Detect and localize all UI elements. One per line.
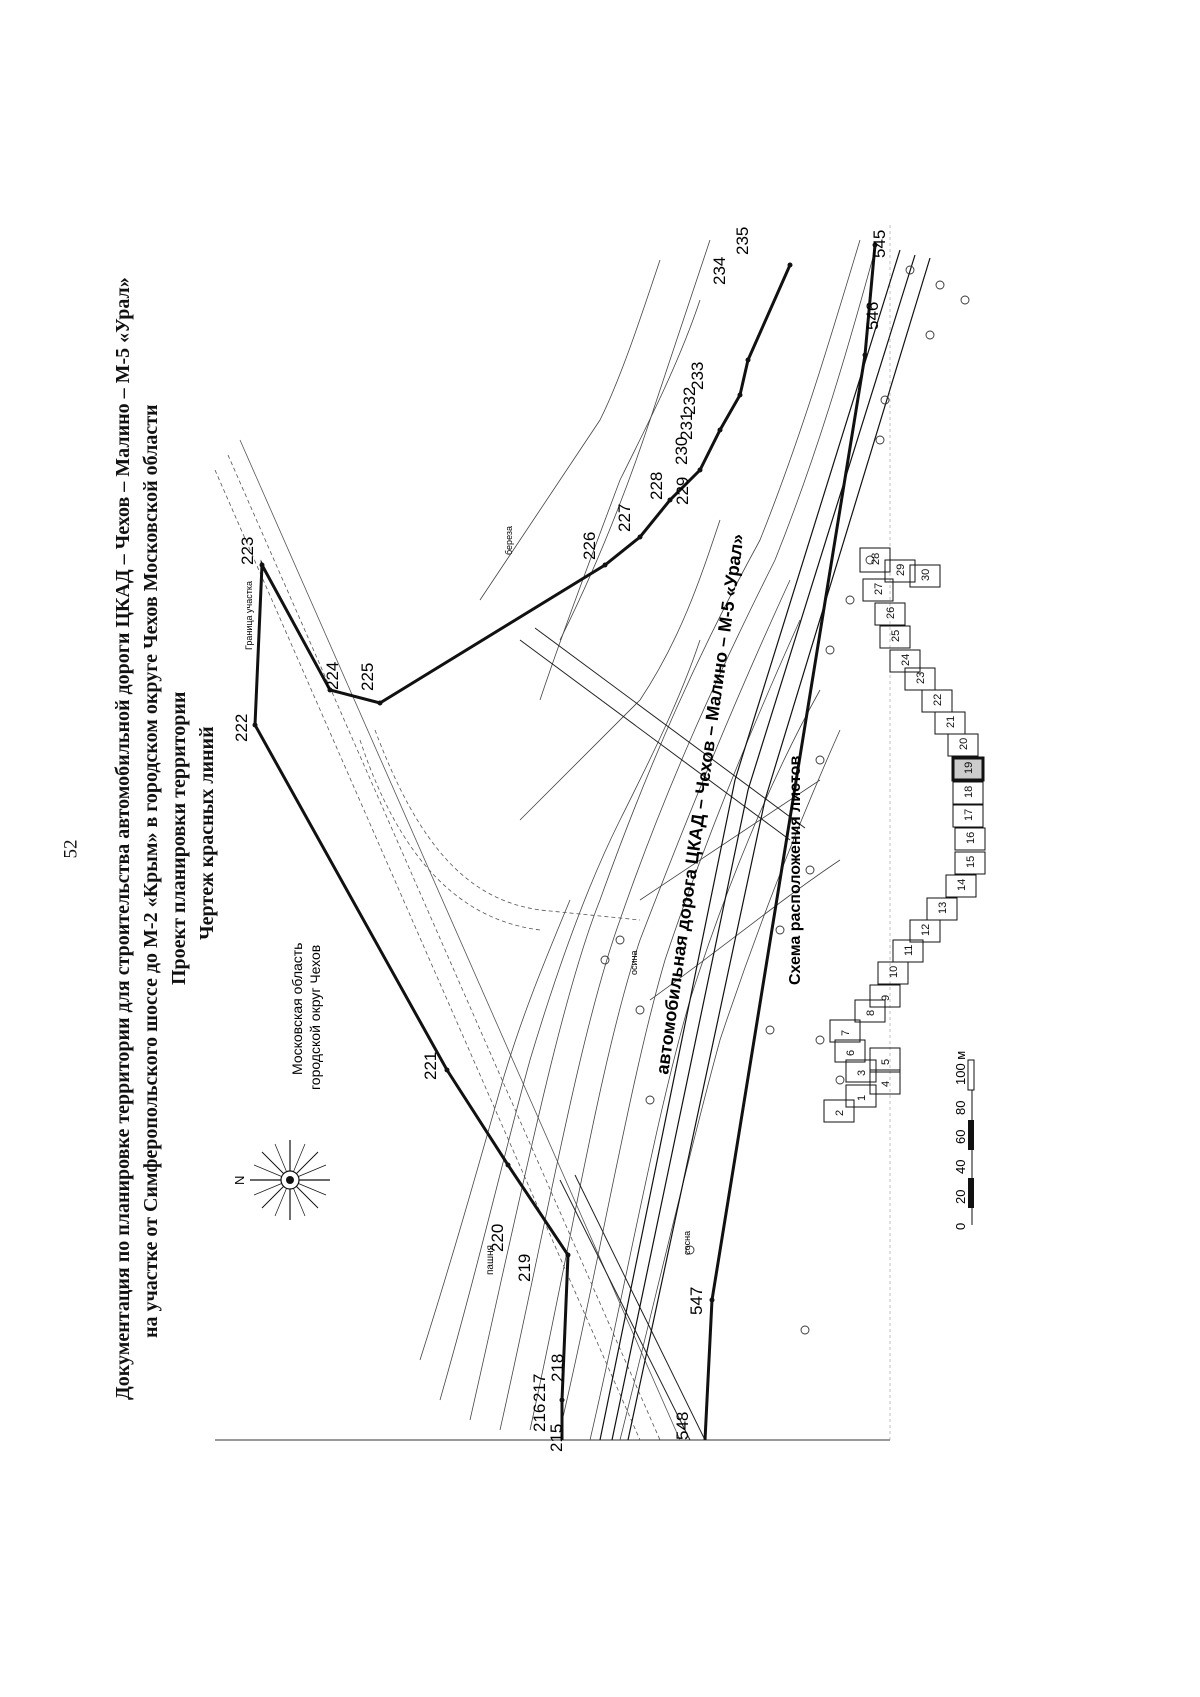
sheet-label-13: 13: [937, 901, 949, 914]
sheet-label-22: 22: [932, 693, 944, 706]
sheet-label-11: 11: [903, 944, 915, 956]
sheet-label-10: 10: [888, 965, 900, 978]
sheet-label-16: 16: [965, 831, 977, 844]
scale-label-0: 0: [953, 1222, 968, 1230]
point-229: 229: [673, 476, 692, 505]
point-548: 548: [673, 1411, 692, 1440]
point-217: 217: [530, 1373, 549, 1402]
compass-north-label: N: [232, 1175, 247, 1185]
scale-label-100: 100 м: [953, 1050, 968, 1085]
region-label-line-2: городской округ Чехов: [307, 944, 323, 1090]
compass-rose: [250, 1140, 330, 1220]
point-547: 547: [687, 1286, 706, 1315]
annotation-arable: пашня: [485, 1245, 496, 1275]
point-226: 226: [580, 531, 599, 560]
sheet-label-5: 5: [880, 1058, 892, 1065]
title-line-2: на участке от Симферопольского шоссе до М-2 «Крым» в городском округе Чехов Московской области: [140, 404, 162, 1338]
annotation-birch: береза: [504, 525, 514, 555]
scale-label-80: 80: [953, 1100, 968, 1115]
sheet-label-6: 6: [845, 1049, 857, 1056]
point-228: 228: [647, 471, 666, 500]
annotation-pine: сосна: [682, 1230, 692, 1255]
sheet-label-25: 25: [890, 629, 902, 642]
point-234: 234: [710, 256, 729, 285]
point-215: 215: [547, 1423, 566, 1452]
point-216: 216: [530, 1403, 549, 1432]
scale-bar: [953, 1051, 974, 1230]
sheet-label-14: 14: [956, 878, 968, 891]
sheet-label-3: 3: [856, 1069, 868, 1076]
point-218: 218: [548, 1353, 567, 1382]
point-221: 221: [421, 1051, 440, 1080]
point-224: 224: [323, 661, 342, 690]
sheet-label-24: 24: [900, 653, 912, 666]
point-230: 230: [672, 436, 691, 465]
sheet-label-20: 20: [958, 737, 970, 750]
page-number: 52: [60, 839, 82, 859]
point-546: 546: [863, 301, 882, 330]
sheet-layout-scheme: [787, 548, 985, 1122]
point-222: 222: [232, 713, 251, 742]
road-label: автомобильная дорога ЦКАД – Чехов – Малино – М-5 «Урал»: [652, 532, 748, 1076]
scale-label-60: 60: [953, 1129, 968, 1144]
sheet-label-19: 19: [963, 761, 975, 774]
point-220: 220: [488, 1223, 507, 1252]
sheet-label-7: 7: [840, 1029, 852, 1036]
title-line-3: Проект планировки территории: [168, 691, 190, 985]
title-line-4: Чертеж красных линий: [196, 726, 218, 940]
point-225: 225: [358, 662, 377, 691]
vegetation-symbols: [601, 266, 969, 1334]
sheet-label-4: 4: [880, 1080, 892, 1087]
sheet-label-8: 8: [865, 1009, 877, 1016]
point-232: 232: [680, 386, 699, 415]
sheet-label-26: 26: [885, 606, 897, 619]
title-line-1: Документация по планировке территории для строительства автомобильной дороги ЦКАД – Чехов – Малино – М-5 «Урал»: [112, 277, 134, 1400]
sheet-label-12: 12: [920, 923, 932, 936]
point-233: 233: [688, 361, 707, 390]
sheet-label-18: 18: [963, 785, 975, 798]
annotation-aspen: осина: [629, 950, 639, 975]
red-line-upper-vertices: [253, 263, 793, 1403]
point-231: 231: [677, 411, 696, 440]
scale-label-20: 20: [953, 1189, 968, 1204]
sheet-label-2: 2: [834, 1109, 846, 1116]
annotation-boundary: Граница участка: [244, 581, 254, 650]
sheet-label-1: 1: [856, 1094, 868, 1101]
point-227: 227: [615, 503, 634, 532]
point-219: 219: [515, 1253, 534, 1282]
sheet-label-23: 23: [915, 671, 927, 684]
sheet-label-27: 27: [873, 582, 885, 595]
sheet-label-9: 9: [880, 994, 892, 1001]
point-545: 545: [870, 229, 889, 258]
sheet-scheme-title: Схема расположения листов: [787, 755, 804, 985]
sheet-label-30: 30: [920, 568, 932, 581]
sheet-label-17: 17: [963, 808, 975, 821]
sheet-label-15: 15: [965, 855, 977, 868]
sheet-label-29: 29: [895, 563, 907, 576]
scale-label-40: 40: [953, 1159, 968, 1174]
region-label-line-1: Московская область: [289, 942, 305, 1075]
point-223: 223: [238, 536, 257, 565]
scale-bar-labels: [953, 1051, 968, 1230]
sheet-label-28: 28: [870, 552, 882, 565]
point-235: 235: [733, 226, 752, 255]
sheet-label-21: 21: [945, 715, 957, 728]
existing-road: [215, 440, 680, 1440]
planned-road: [600, 250, 930, 1440]
